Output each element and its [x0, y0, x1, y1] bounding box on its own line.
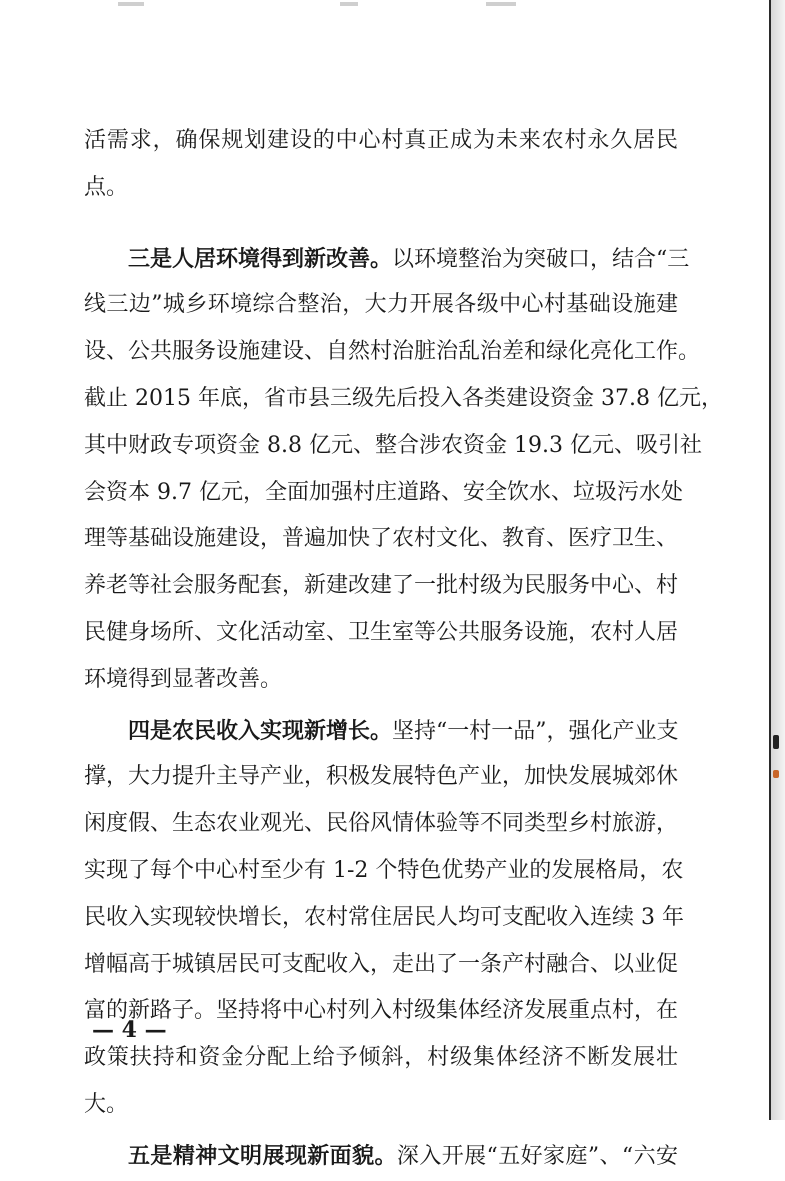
document-body: [84, 118, 723, 1180]
text-line: 实现了每个中心村至少有 1-2 个特色优势产业的发展格局，农: [84, 857, 684, 883]
paragraph-heading: 五是精神文明展现新面貌。: [128, 1142, 397, 1169]
text-line: 大。: [84, 1091, 129, 1117]
text-line: 撑，大力提升主导产业，积极发展特色产业，加快发展城郊休: [84, 764, 679, 790]
page-edge-line: [769, 0, 771, 1120]
text-line: 会资本 9.7 亿元，全面加强村庄道路、安全饮水、垃圾污水处: [84, 479, 683, 505]
text-line: 设、公共服务设施建设、自然村治脏治乱治差和绿化亮化工作。: [84, 339, 701, 365]
text-line: 理等基础设施建设，普遍加快了农村文化、教育、医疗卫生、: [84, 526, 679, 552]
binding-mark: [773, 735, 779, 749]
scan-mark: [340, 2, 358, 6]
text-span: 深入开展“五好家庭”、“六安: [396, 1143, 678, 1169]
text-line: 活需求，确保规划建设的中心村真正成为未来农村永久居民: [84, 128, 678, 153]
text-line: 截止 2015 年底，省市县三级先后投入各类建设资金 37.8 亿元，: [84, 385, 723, 411]
text-line: 增幅高于城镇居民可支配收入，走出了一条产村融合、以业促: [84, 951, 679, 977]
page-edge-shadow: [771, 0, 785, 1120]
text-line: 环境得到显著改善。: [84, 666, 283, 692]
scan-mark: [118, 2, 144, 6]
text-line: 民健身场所、文化活动室、卫生室等公共服务设施，农村人居: [84, 619, 679, 645]
paragraph-heading: 三是人居环境得到新改善。: [128, 245, 393, 272]
paragraph-first-line: [84, 236, 690, 283]
text-line: 点。: [84, 174, 129, 200]
text-line: 闲度假、生态农业观光、民俗风情体验等不同类型乡村旅游，: [84, 811, 679, 837]
text-line: 民收入实现较快增长，农村常住居民人均可支配收入连续 3 年: [84, 904, 684, 930]
paragraph-first-line: [84, 1133, 678, 1180]
paragraph-heading: 四是农民收入实现新增长。: [128, 717, 393, 744]
text-span: 以环境整治为突破口，结合“三: [392, 246, 690, 272]
text-line: 养老等社会服务配套，新建改建了一批村级为民服务中心、村: [84, 573, 679, 599]
scan-mark: [486, 2, 516, 6]
text-line: 线三边”城乡环境综合整治，大力开展各级中心村基础设施建: [84, 292, 678, 318]
text-line: 富的新路子。坚持将中心村列入村级集体经济发展重点村，在: [84, 998, 679, 1024]
binding-mark: [773, 770, 779, 778]
text-line: 政策扶持和资金分配上给予倾斜，村级集体经济不断发展壮: [84, 1045, 678, 1071]
paragraph-first-line: [84, 708, 678, 755]
text-span: 坚持“一村一品”，强化产业支: [392, 718, 679, 744]
page-number: — 4 —: [92, 1017, 167, 1043]
text-line: 其中财政专项资金 8.8 亿元、整合涉农资金 19.3 亿元、吸引社: [84, 432, 702, 458]
